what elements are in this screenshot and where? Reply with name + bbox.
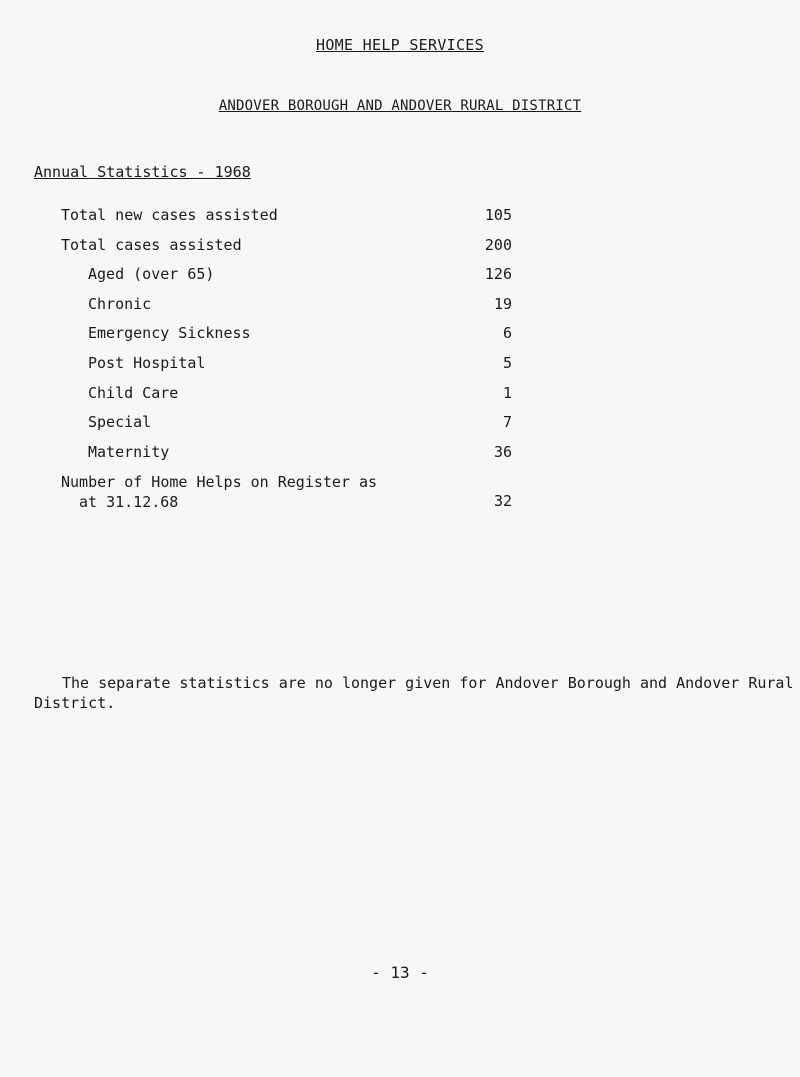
- stat-value: 5: [502, 353, 512, 372]
- page-subtitle: ANDOVER BOROUGH AND ANDOVER RURAL DISTRICT: [218, 98, 582, 114]
- stat-row-child-care: [0, 384, 800, 414]
- stat-value: 6: [502, 324, 512, 343]
- page-number: - 13 -: [371, 963, 429, 982]
- stat-row-chronic: [0, 295, 800, 325]
- stat-label: Child Care: [88, 383, 179, 402]
- stat-value: 1: [502, 383, 512, 402]
- stat-label: Special: [88, 413, 152, 432]
- stat-row-total-cases: [0, 236, 800, 266]
- stat-row-maternity: [0, 443, 800, 473]
- statistics-table: [0, 206, 800, 522]
- register-label-line1: Number of Home Helps on Register as: [61, 473, 378, 492]
- page-title: HOME HELP SERVICES: [316, 36, 484, 54]
- stat-row-register: [0, 472, 800, 522]
- stat-value: 19: [493, 294, 512, 313]
- stat-label: Maternity: [88, 442, 170, 461]
- stat-label: [61, 472, 377, 512]
- stat-row-aged: [0, 265, 800, 295]
- stat-value: 7: [502, 413, 512, 432]
- stat-label: Post Hospital: [88, 353, 206, 372]
- stat-row-total-new-cases: [0, 206, 800, 236]
- stat-row-special: [0, 413, 800, 443]
- stat-value: 105: [484, 206, 512, 224]
- stat-label: Aged (over 65): [88, 265, 215, 284]
- stat-label: Emergency Sickness: [88, 324, 251, 343]
- register-label-line2: at 31.12.68: [79, 493, 179, 512]
- stat-label: Total cases assisted: [61, 235, 242, 254]
- section-heading: Annual Statistics - 1968: [34, 163, 251, 181]
- stat-row-post-hospital: [0, 354, 800, 384]
- stat-value: 32: [493, 492, 512, 511]
- stat-value: 126: [484, 265, 512, 284]
- stat-label: Total new cases assisted: [61, 206, 278, 224]
- stat-value: 36: [493, 442, 512, 461]
- explanatory-note: The separate statistics are no longer given for Andover Borough and Andover Rural District.: [34, 674, 794, 712]
- stat-value: 200: [484, 235, 512, 254]
- stat-row-emergency-sickness: [0, 324, 800, 354]
- stat-label: Chronic: [88, 294, 152, 313]
